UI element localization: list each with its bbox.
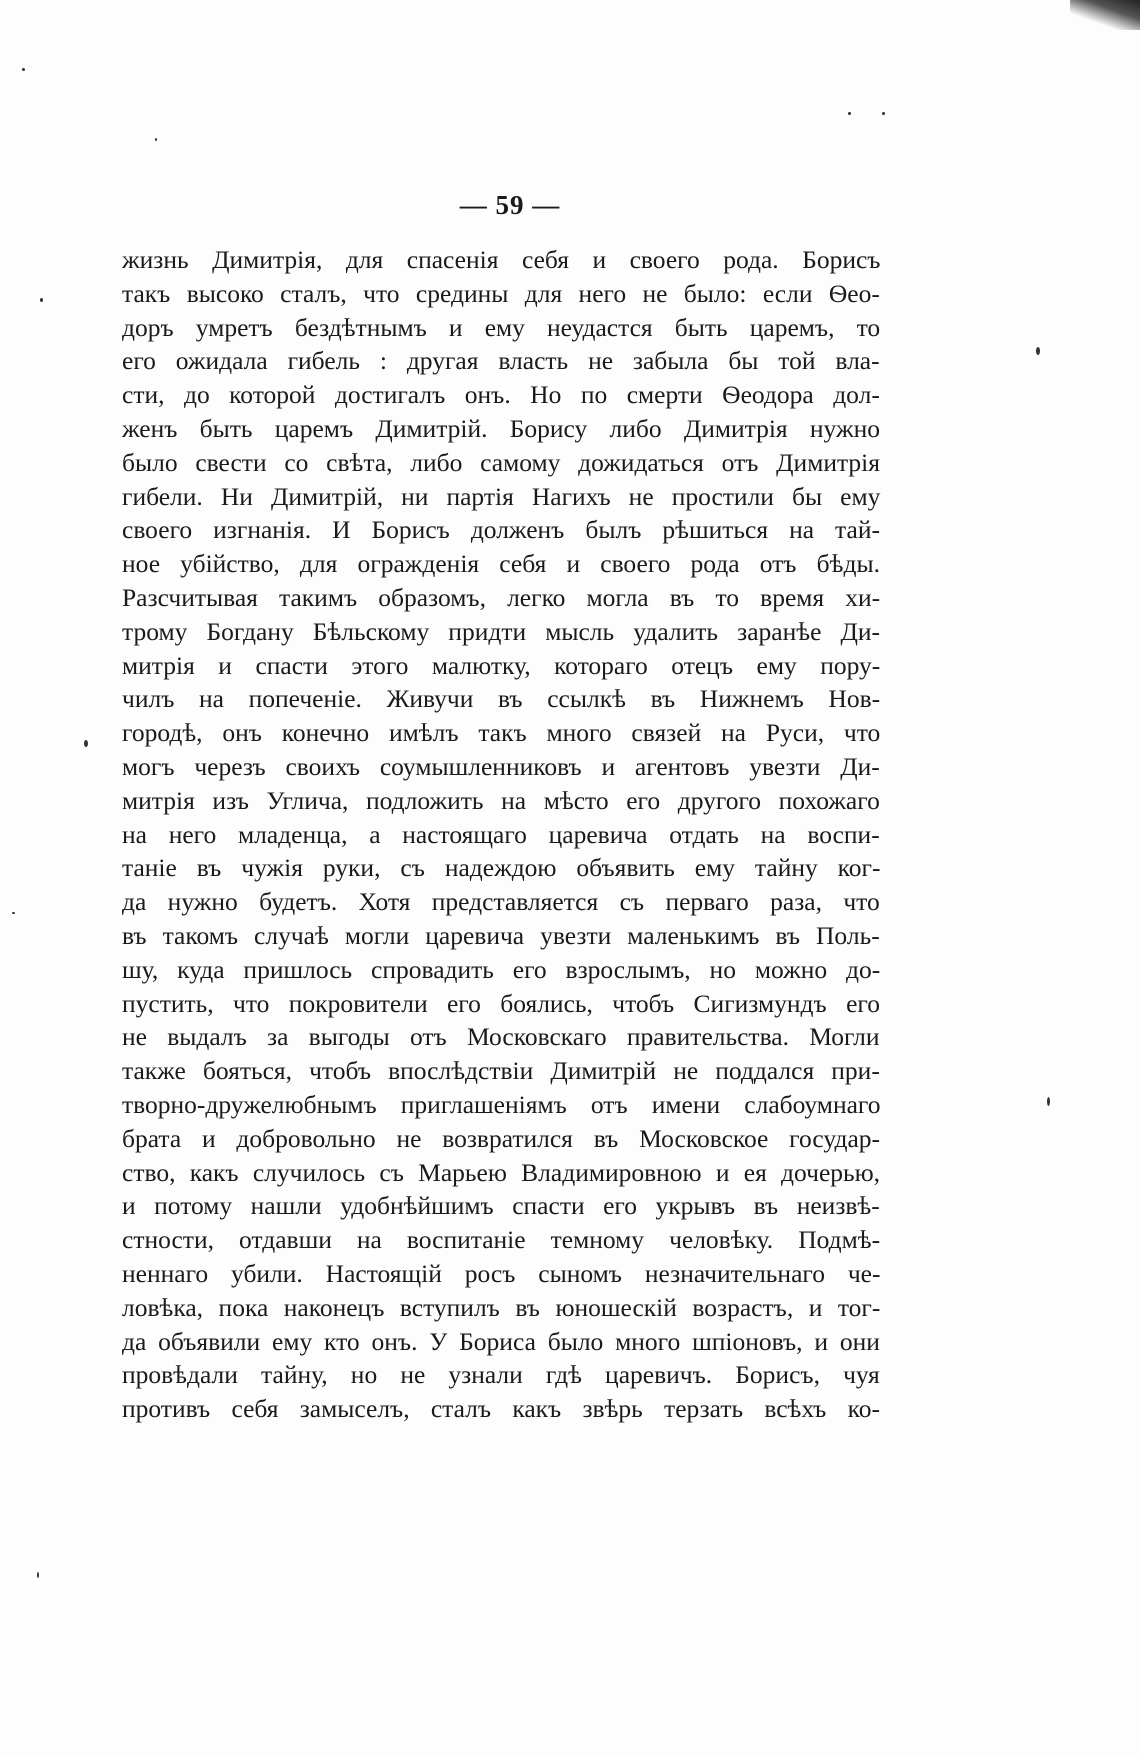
scan-speck bbox=[848, 112, 851, 115]
text-line: митрія изъ Углича, подложить на мѣсто его другого похожаго bbox=[122, 785, 880, 815]
text-line: могъ черезъ своихъ соумышленниковъ и агентовъ увезти Ди- bbox=[122, 751, 880, 781]
scan-speck bbox=[12, 912, 15, 914]
text-line: брата и добровольно не возвратился въ Московское государ- bbox=[122, 1123, 881, 1153]
text-line: не выдалъ за выгоды отъ Московскаго правительства. Могли bbox=[122, 1022, 880, 1052]
scan-speck bbox=[22, 68, 25, 71]
text-line: творно-дружелюбнымъ приглашеніямъ отъ имени слабоумнаго bbox=[122, 1089, 881, 1119]
scan-speck bbox=[40, 298, 43, 302]
text-line: трому Богдану Бѣльскому придти мысль удалить заранѣе Ди- bbox=[122, 616, 881, 646]
text-line: доръ умретъ бездѣтнымъ и ему неудастся быть царемъ, то bbox=[122, 312, 881, 342]
text-line: таніе въ чужія руки, съ надеждою объявить ему тайну ког- bbox=[122, 853, 881, 883]
scan-speck bbox=[84, 740, 88, 747]
text-line: стности, отдавши на воспитаніе темному человѣку. Подмѣ- bbox=[122, 1225, 881, 1255]
text-line: ство, какъ случилось съ Марьею Владимировною и ея дочерью, bbox=[122, 1157, 881, 1187]
text-line: городѣ, онъ конечно имѣлъ такъ много связей на Руси, что bbox=[122, 718, 881, 748]
text-line: жизнь Димитрія, для спасенія себя и своего рода. Борисъ bbox=[122, 245, 881, 274]
scan-speck bbox=[1047, 1097, 1050, 1106]
text-line: на него младенца, а настоящаго царевича отдать на воспи- bbox=[122, 819, 880, 849]
scan-speck bbox=[155, 138, 157, 141]
text-line: пустить, что покровители его боялись, чтобъ Сигизмундъ его bbox=[122, 988, 880, 1018]
text-line: шу, куда пришлось спровадить его взрослымъ, но можно до- bbox=[122, 954, 881, 984]
text-line: ное убійство, для огражденія себя и своего рода отъ бѣды. bbox=[122, 549, 880, 579]
text-line: Разсчитывая такимъ образомъ, легко могла въ то время хи- bbox=[122, 582, 881, 612]
text-line: да объявили ему кто онъ. У Бориса было много шпіоновъ, и они bbox=[122, 1326, 880, 1356]
text-line: также бояться, чтобъ впослѣдствіи Димитрій не поддался при- bbox=[122, 1056, 880, 1086]
text-line: сти, до которой достигалъ онъ. Но по смерти Ѳеодора дол- bbox=[122, 380, 880, 410]
page-number: — 59 — bbox=[459, 190, 561, 220]
text-line: противъ себя замыселъ, сталъ какъ звѣрь терзать всѣхъ ко- bbox=[122, 1394, 880, 1424]
scan-corner-shadow bbox=[1070, 0, 1140, 30]
body-text bbox=[122, 243, 880, 1426]
text-line: ловѣка, пока наконецъ вступилъ въ юношескій возрастъ, и тог- bbox=[122, 1292, 881, 1322]
text-line: митрія и спасти этого малютку, котораго отецъ ему пору- bbox=[122, 650, 881, 680]
text-line: было свести со свѣта, либо самому дожидаться отъ Димитрія bbox=[122, 447, 880, 477]
scan-speck bbox=[37, 1572, 39, 1578]
text-line: въ такомъ случаѣ могли царевича увезти маленькимъ въ Поль- bbox=[122, 920, 880, 950]
text-line: женъ быть царемъ Димитрій. Борису либо Димитрія нужно bbox=[122, 413, 880, 443]
text-line: и потому нашли удобнѣйшимъ спасти его укрывъ въ неизвѣ- bbox=[122, 1191, 880, 1221]
text-line: чилъ на попеченіе. Живучи въ ссылкѣ въ Нижнемъ Нов- bbox=[122, 684, 881, 714]
text-line: его ожидала гибель : другая власть не забыла бы той вла- bbox=[122, 346, 880, 376]
text-line: гибели. Ни Димитрій, ни партія Нагихъ не простили бы ему bbox=[122, 481, 881, 511]
scan-speck bbox=[882, 112, 885, 115]
text-line: своего изгнанія. И Борисъ долженъ былъ рѣшиться на тай- bbox=[122, 515, 880, 545]
text-line: такъ высоко сталъ, что средины для него не было: если Ѳео- bbox=[122, 278, 880, 308]
text-line: да нужно будетъ. Хотя представляется съ перваго раза, что bbox=[122, 887, 880, 917]
text-line: провѣдали тайну, но не узнали гдѣ царевичъ. Борисъ, чуя bbox=[122, 1360, 880, 1390]
scan-speck bbox=[1036, 347, 1040, 355]
text-line: неннаго убили. Настоящій росъ сыномъ незначительнаго че- bbox=[122, 1258, 881, 1288]
